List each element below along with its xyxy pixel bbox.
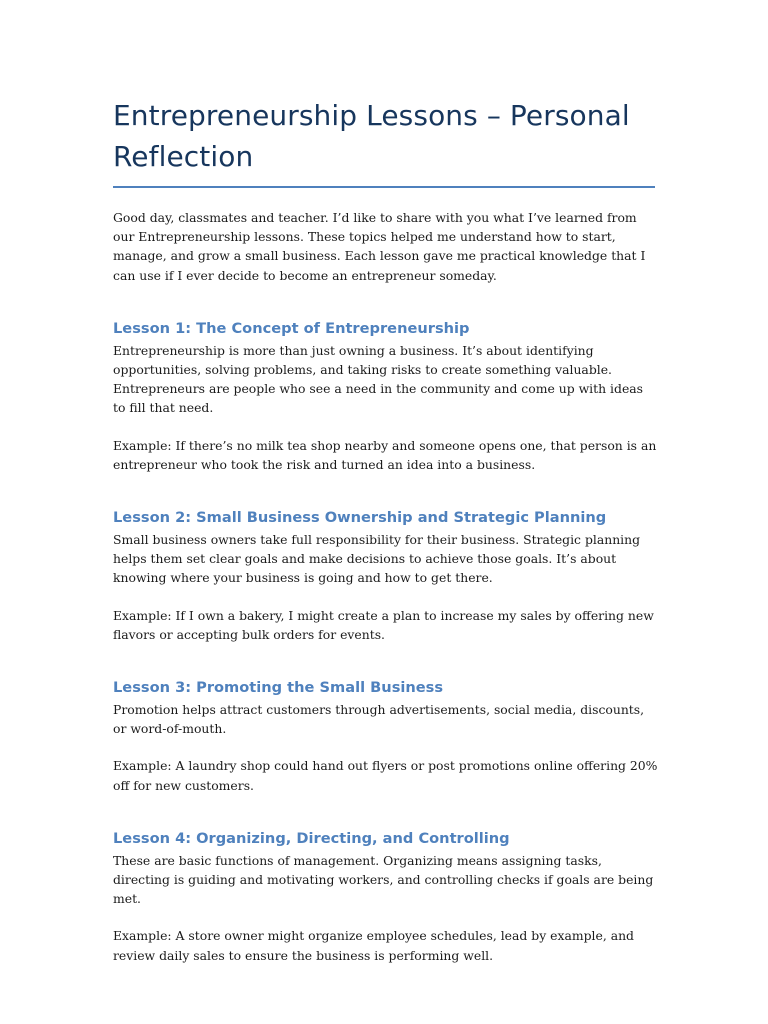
lesson-description: These are basic functions of management. Organizing means assigning tasks, directing is guiding and motivating workers, and controlling checks if goals are being met.	[113, 852, 654, 907]
lesson-section-1	[113, 318, 658, 474]
lesson-example: Example: If I own a bakery, I might create a plan to increase my sales by offering new flavors or accepting bulk orders for events.	[113, 607, 654, 642]
lesson-example: Example: A store owner might organize employee schedules, lead by example, and review daily sales to ensure the business is performing well.	[113, 928, 634, 963]
document-content	[113, 95, 658, 965]
lesson-example: Example: If there’s no milk tea shop nearby and someone opens one, that person is an entrepreneur who took the risk and turned an idea into a business.	[113, 437, 657, 472]
lesson-example: Example: A laundry shop could hand out flyers or post promotions online offering 20% off for new customers.	[113, 758, 658, 793]
lesson-section-2	[113, 507, 658, 644]
lesson-description: Small business owners take full responsibility for their business. Strategic planning helps them set clear goals and make decisions to achieve those goals. It’s about knowing where your business is going and how to get there.	[113, 532, 641, 586]
lesson-heading: Lesson 2: Small Business Ownership and Strategic Planning	[113, 509, 607, 527]
lesson-section-4	[113, 828, 658, 965]
intro-paragraph: Good day, classmates and teacher. I’d like to share with you what I’ve learned from our Entrepreneurship lessons. These topics helped me understand how to start, manage, and grow a small business. Each lesson gave me practical knowledge that I can use if I ever decide to become an entrepreneur someday.	[113, 210, 646, 283]
lesson-description: Promotion helps attract customers through advertisements, social media, discounts, or word-of-mouth.	[113, 702, 645, 737]
lesson-heading: Lesson 3: Promoting the Small Business	[113, 679, 444, 697]
lesson-description: Entrepreneurship is more than just owning a business. It’s about identifying opportunities, solving problems, and taking risks to create something valuable. Entrepreneurs are people who see a need in the community and come up with ideas to fill that need.	[113, 342, 644, 416]
document-title: Entrepreneurship Lessons – Personal Reflection	[113, 99, 630, 173]
title-underline-divider	[113, 186, 655, 188]
lesson-heading: Lesson 1: The Concept of Entrepreneurship	[113, 319, 470, 337]
lesson-section-3	[113, 677, 658, 795]
lesson-heading: Lesson 4: Organizing, Directing, and Controlling	[113, 829, 510, 847]
